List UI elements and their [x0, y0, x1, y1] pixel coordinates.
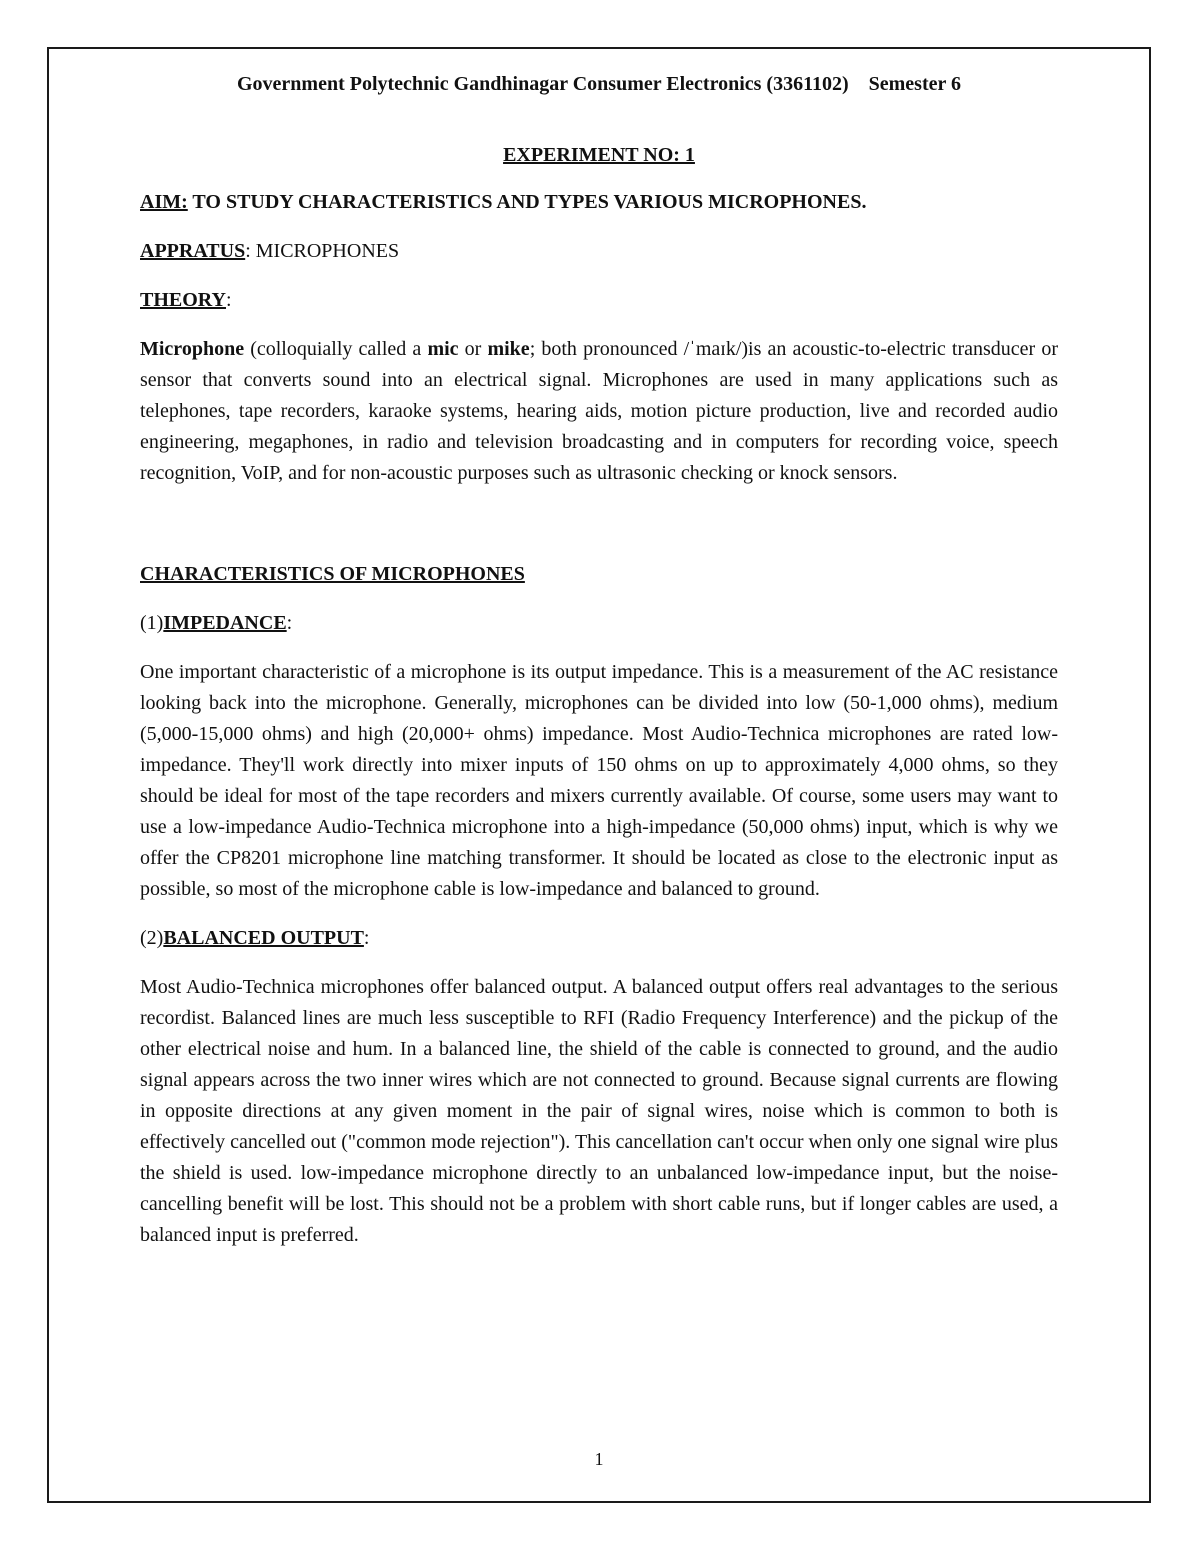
balanced-paragraph: Most Audio-Technica microphones offer balanced output. A balanced output offers real advantages to the serious recordist. Balanced lines are much less susceptible to RFI (Radio Frequency Interference) and the pickup of the other electrical noise and hum. In a balanced line, the shield of the cable is connected to ground, and the audio signal appears across the two inner wires which are not connected to ground. Because signal currents are flowing in opposite directions at any given moment in the pair of signal wires, noise which is common to both is effectively cancelled out ("common mode rejection"). This cancellation can't occur when only one signal wire plus the shield is used. low-impedance microphone directly to an unbalanced low-impedance input, but the noise-cancelling benefit will be lost. This should not be a problem with short cable runs, but if longer cables are used, a balanced input is preferred. — [140, 976, 1058, 1246]
balanced-number: (2) — [140, 927, 164, 949]
characteristics-heading-text: CHARACTERISTICS OF MICROPHONES — [140, 563, 525, 585]
apparatus-line — [140, 236, 1058, 267]
aim-text: TO STUDY CHARACTERISTICS AND TYPES VARIOUS MICROPHONES. — [187, 191, 867, 213]
aim-line — [140, 187, 1058, 218]
balanced-label: BALANCED OUTPUT — [163, 927, 364, 949]
theory-paragraph — [140, 334, 1058, 489]
theory-mike: mike — [487, 338, 530, 360]
theory-colon: : — [225, 289, 232, 311]
impedance-number: (1) — [140, 612, 164, 634]
theory-part1: (colloquially called a — [244, 338, 428, 360]
balanced-heading — [140, 923, 1058, 954]
document-body — [140, 140, 1058, 1251]
page-header: Government Polytechnic Gandhinagar Consumer Electronics (3361102) Semester 6 — [236, 73, 962, 95]
impedance-colon: : — [286, 612, 293, 634]
impedance-heading — [140, 608, 1058, 639]
experiment-title: EXPERIMENT NO: 1 — [503, 144, 695, 166]
page-number: 1 — [594, 1449, 604, 1469]
characteristics-heading — [140, 559, 1058, 590]
apparatus-text: : MICROPHONES — [245, 240, 400, 262]
theory-label: THEORY — [140, 289, 226, 311]
apparatus-label: APPRATUS — [140, 240, 246, 262]
theory-term: Microphone — [140, 338, 245, 360]
theory-mic: mic — [427, 338, 459, 360]
theory-heading — [140, 285, 1058, 316]
aim-label: AIM: — [140, 191, 188, 213]
section-spacer — [140, 489, 1058, 559]
impedance-paragraph: One important characteristic of a microphone is its output impedance. This is a measurement of the AC resistance looking back into the microphone. Generally, microphones can be divided into low (50-1,000 ohms), medium (5,000-15,000 ohms) and high (20,000+ ohms) impedance. Most Audio-Technica microphones are rated low-impedance. They'll work directly into mixer inputs of 150 ohms on up to approximately 4,000 ohms, so they should be ideal for most of the tape recorders and mixers currently available. Of course, some users may want to use a low-impedance Audio-Technica microphone into a high-impedance (50,000 ohms) input, which is why we offer the CP8201 microphone line matching transformer. It should be located as close to the electronic input as possible, so most of the microphone cable is low-impedance and balanced to ground. — [140, 661, 1058, 900]
balanced-colon: : — [363, 927, 370, 949]
paragraph-spacer — [140, 905, 1058, 923]
theory-or: or — [458, 338, 488, 360]
impedance-label: IMPEDANCE — [163, 612, 287, 634]
theory-part2: ; both pronounced /ˈmaɪk/)is an acoustic-to-electric transducer or sensor that converts sound into an electrical signal. Microphones are used in many applications such as telephones, tape recorders, karaoke systems, hearing aids, motion picture production, live and recorded audio engineering, megaphones, in radio and television broadcasting and in computers for recording voice, speech recognition, VoIP, and for non-acoustic purposes such as ultrasonic checking or knock sensors. — [140, 338, 1058, 484]
